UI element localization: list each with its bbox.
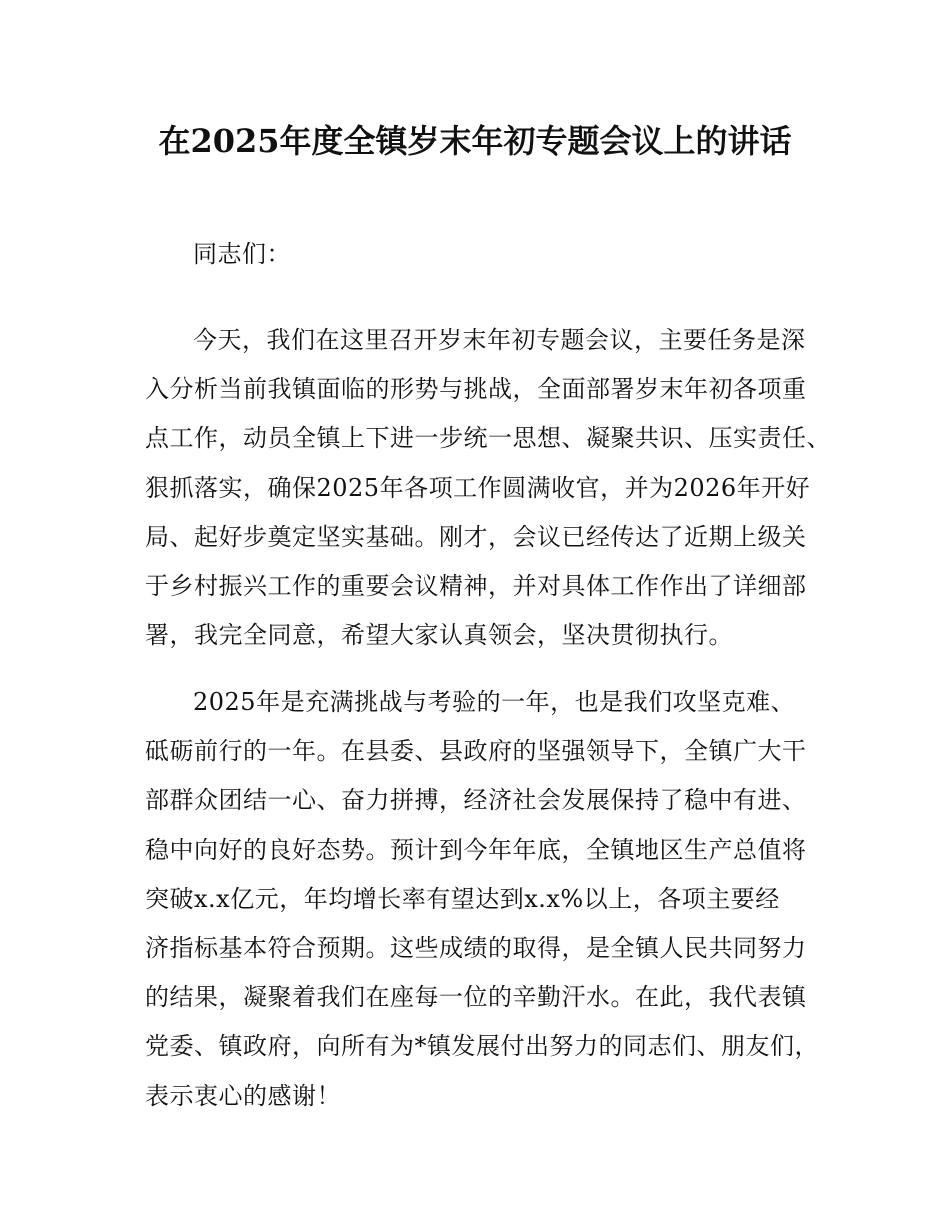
paragraph-line: 济指标基本符合预期。这些成绩的取得，是全镇人民共同努力 [145,933,807,962]
paragraph-line: 部群众团结一心、奋力拼搏，经济社会发展保持了稳中有进、 [145,786,807,815]
paragraph-line: 砥砺前行的一年。在县委、县政府的坚强领导下，全镇广大干 [145,737,807,766]
paragraph-line: 局、起好步奠定坚实基础。刚才，会议已经传达了近期上级关 [145,522,807,551]
paragraph-line: 2025年是充满挑战与考验的一年，也是我们攻坚克难、 [193,688,796,716]
paragraph-line: 突破x.x亿元，年均增长率有望达到x.x%以上，各项主要经 [145,884,780,913]
paragraph-line: 点工作，动员全镇上下进一步统一思想、凝聚共识、压实责任、 [145,424,831,453]
paragraph-line: 党委、镇政府，向所有为*镇发展付出努力的同志们、朋友们， [145,1032,819,1061]
paragraph-line: 稳中向好的良好态势。预计到今年年底，全镇地区生产总值将 [145,835,807,864]
paragraph-line: 于乡村振兴工作的重要会议精神，并对具体工作作出了详细部 [145,571,807,600]
paragraph-line: 表示衷心的感谢！ [145,1081,341,1110]
paragraph-line: 署，我完全同意，希望大家认真领会，坚决贯彻执行。 [145,621,733,650]
paragraph-line: 入分析当前我镇面临的形势与挑战，全面部署岁末年初各项重 [145,375,807,404]
salutation: 同志们： [193,240,291,268]
paragraph-review-2025 [145,678,825,1121]
paragraph-line: 狠抓落实，确保2025年各项工作圆满收官，并为2026年开好 [145,473,811,502]
paragraph-line: 今天，我们在这里召开岁末年初专题会议，主要任务是深 [193,326,806,354]
document-title: 在2025年度全镇岁末年初专题会议上的讲话 [158,122,792,160]
paragraph-line: 的结果，凝聚着我们在座每一位的辛勤汗水。在此，我代表镇 [145,983,807,1012]
paragraph-opening [145,316,831,660]
